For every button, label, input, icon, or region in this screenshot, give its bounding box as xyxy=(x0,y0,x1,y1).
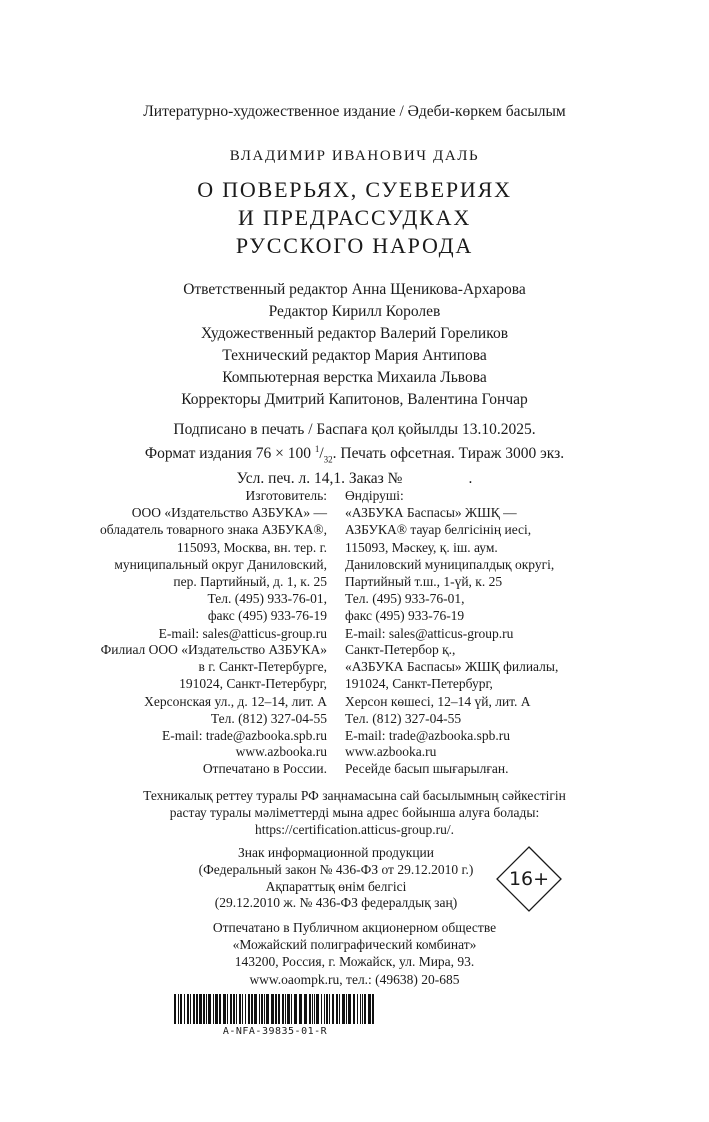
barcode-bar xyxy=(187,994,189,1024)
branch-ru-line: Филиал ООО «Издательство АЗБУКА» xyxy=(100,642,327,657)
certification-url[interactable]: https://certification.atticus-group.ru/. xyxy=(254,822,455,838)
print-order xyxy=(0,469,709,489)
barcode-bar xyxy=(332,994,334,1024)
barcode-bar xyxy=(174,994,176,1024)
book-title xyxy=(0,176,709,260)
info-sign-line: Ақпараттық өнім белгісі xyxy=(265,878,407,894)
branch-ru-line: в г. Санкт-Петербурге, xyxy=(198,659,327,675)
manufacturer-ru-line: Тел. (495) 933-76-01, xyxy=(207,591,327,607)
barcode-bar xyxy=(196,994,198,1024)
printer-contacts: www.oaompk.ru, тел.: (49638) 20-685 xyxy=(249,971,460,987)
barcode-bar xyxy=(362,994,363,1024)
barcode-bar xyxy=(199,994,202,1024)
branch-kz-line: E-mail: trade@azbooka.spb.ru xyxy=(345,728,510,744)
barcode-bar xyxy=(190,994,191,1024)
barcode-code: A-NFA-39835-01-R xyxy=(222,1026,328,1037)
branch-ru-line: E-mail: trade@azbooka.spb.ru xyxy=(162,728,327,744)
barcode-bar xyxy=(348,994,351,1024)
manufacturer-kz-line: факс (495) 933-76-19 xyxy=(345,608,465,624)
manufacturer-kz-line: Партийный т.ш., 1-үй, к. 25 xyxy=(345,574,503,590)
certification-line: Техникалық реттеу туралы РФ заңнамасына сай басылымның сәйкестігін xyxy=(143,788,566,803)
website-link[interactable]: www.azbooka.ru xyxy=(345,744,437,759)
barcode-bar xyxy=(236,994,237,1024)
printer-line: Отпечатано в Публичном акционерном обществе xyxy=(212,920,497,935)
barcode-bar xyxy=(312,994,313,1024)
manufacturer-kz-line: Даниловский муниципалдық округі, xyxy=(345,556,555,572)
branch-kz-line: Санкт-Петербор қ., xyxy=(345,642,456,657)
credit-line: Редактор Кирилл Королев xyxy=(268,303,441,320)
barcode-bar xyxy=(285,994,286,1024)
barcode-bar xyxy=(223,994,226,1024)
branch-kz xyxy=(345,641,558,744)
manufacturer-kz-line: АЗБУКА® тауар белгісінің иесі, xyxy=(345,522,532,538)
barcode-bar xyxy=(271,994,274,1024)
manufacturer-ru-line: обладатель товарного знака АЗБУКА®, xyxy=(99,522,327,538)
barcode-bar xyxy=(208,994,211,1024)
barcode-bar xyxy=(342,994,345,1024)
barcode-bar xyxy=(309,994,311,1024)
title-line: И ПРЕДРАССУДКАХ xyxy=(237,205,472,230)
edition-type: Литературно-художественное издание / Әдеби-көркем басылым xyxy=(143,103,566,120)
barcode-bar xyxy=(304,994,307,1024)
branch-ru xyxy=(101,641,327,744)
age-rating-badge xyxy=(496,846,562,912)
manufacturer-kz-line: E-mail: sales@atticus-group.ru xyxy=(345,625,514,641)
barcode-bar xyxy=(248,994,250,1024)
branch-ru-line: 191024, Санкт-Петербург, xyxy=(179,676,327,692)
printer-line: «Можайский полиграфический комбинат» xyxy=(232,937,477,953)
barcode-bar xyxy=(321,994,322,1024)
barcode-bar xyxy=(261,994,263,1024)
barcode-bar xyxy=(245,994,246,1024)
barcode-bar xyxy=(275,994,277,1024)
manufacturer-ru-line: факс (495) 933-76-19 xyxy=(207,608,327,624)
manufacturer-ru-line: пер. Партийный, д. 1, к. 25 xyxy=(173,574,327,590)
barcode-bar xyxy=(230,994,232,1024)
branch-kz-line: Тел. (812) 327-04-55 xyxy=(345,710,462,726)
barcode xyxy=(174,994,376,1024)
barcode-bar xyxy=(215,994,218,1024)
barcode-bar xyxy=(219,994,221,1024)
manufacturer-kz-line: Тел. (495) 933-76-01, xyxy=(345,591,465,607)
certification-line: растау туралы мәліметтерді мына адрес бойынша алуға болады: xyxy=(169,805,540,821)
barcode-bar xyxy=(329,994,330,1024)
barcode-bar xyxy=(287,994,290,1024)
barcode-bar xyxy=(324,994,325,1024)
footer-kz xyxy=(345,743,508,777)
info-sign-line: (Федеральный закон № 436-ФЗ от 29.12.2010 г.) xyxy=(198,861,474,877)
barcode-bar xyxy=(282,994,284,1024)
barcode-bar xyxy=(364,994,366,1024)
website-link[interactable]: www.azbooka.ru xyxy=(235,744,327,759)
barcode-bar xyxy=(326,994,328,1024)
barcode-bar xyxy=(193,994,195,1024)
certification-note xyxy=(0,787,709,839)
barcode-bar xyxy=(251,994,253,1024)
format-text-end: . Печать офсетная. Тираж 3000 экз. xyxy=(332,444,565,462)
printed-in-ru: Отпечатано в России. xyxy=(202,761,327,777)
barcode-bar xyxy=(336,994,338,1024)
barcode-bar xyxy=(233,994,235,1024)
credits xyxy=(0,279,709,411)
barcode-bar xyxy=(278,994,280,1024)
manufacturer-kz-line: 115093, Мәскеу, қ. іш. аум. xyxy=(345,539,498,555)
credit-line: Ответственный редактор Анна Щеникова-Архарова xyxy=(183,281,526,298)
barcode-bar xyxy=(360,994,361,1024)
info-sign-line: Знак информационной продукции xyxy=(237,845,435,860)
manufacturer-ru-line: 115093, Москва, вн. тер. г. xyxy=(176,539,327,555)
credit-line: Технический редактор Мария Антипова xyxy=(222,347,487,364)
credit-line: Корректоры Дмитрий Капитонов, Валентина Гончар xyxy=(181,391,528,408)
footer-ru xyxy=(203,743,327,777)
barcode-bar xyxy=(227,994,228,1024)
manufacturer-kz xyxy=(345,487,554,642)
fraction-numerator: 1 xyxy=(314,443,320,454)
manufacturer-kz-line: «АЗБУКА Баспасы» ЖШҚ — xyxy=(345,505,517,521)
branch-ru-line: Херсонская ул., д. 12–14, лит. А xyxy=(144,693,327,709)
title-line: РУССКОГО НАРОДА xyxy=(235,233,474,258)
barcode-bar xyxy=(346,994,347,1024)
credit-line: Художественный редактор Валерий Гореликов xyxy=(200,325,509,342)
printer-line: 143200, Россия, г. Можайск, ул. Мира, 93. xyxy=(234,954,475,970)
order-text: Усл. печ. л. 14,1. Заказ № xyxy=(236,470,403,488)
manufacturer-ru-line: муниципальный округ Даниловский, xyxy=(114,556,327,572)
barcode-bar xyxy=(291,994,292,1024)
print-info xyxy=(0,420,709,489)
barcode-bar xyxy=(180,994,182,1024)
author-name: ВЛАДИМИР ИВАНОВИЧ ДАЛЬ xyxy=(229,148,480,164)
manufacturer-ru-line: ООО «Издательство АЗБУКА» — xyxy=(131,505,327,521)
barcode-bar xyxy=(184,994,185,1024)
branch-kz-line: «АЗБУКА Баспасы» ЖШҚ филиалы, xyxy=(345,659,559,675)
barcode-bar xyxy=(206,994,207,1024)
info-product-sign xyxy=(176,845,496,912)
barcode-bar xyxy=(316,994,319,1024)
credit-line: Компьютерная верстка Михаила Львова xyxy=(222,369,487,386)
branch-kz-line: Херсон көшесі, 12–14 үй, лит. А xyxy=(345,693,531,709)
printer-info xyxy=(0,919,709,988)
barcode-bar xyxy=(266,994,269,1024)
age-rating-text: 16+ xyxy=(508,868,550,890)
order-end: . xyxy=(468,470,473,488)
manufacturer-kz-line: Өндіруші: xyxy=(345,488,404,503)
barcode-bar xyxy=(213,994,214,1024)
barcode-bar xyxy=(299,994,302,1024)
info-sign-line: (29.12.2010 ж. № 436-ФЗ федералдық заң) xyxy=(214,895,458,911)
barcode-bar xyxy=(353,994,355,1024)
barcode-bar xyxy=(368,994,371,1024)
barcode-bar xyxy=(259,994,260,1024)
barcode-bar xyxy=(242,994,243,1024)
barcode-bar xyxy=(372,994,374,1024)
format-text: Формат издания 76 × 100 xyxy=(144,444,315,462)
barcode-bar xyxy=(357,994,358,1024)
barcode-bar xyxy=(314,994,315,1024)
print-format: Формат издания 76 × 100 $^1/_{32}$. Печать офсетная. Тираж 3000 экз. xyxy=(144,443,565,464)
branch-kz-line: 191024, Санкт-Петербург, xyxy=(345,676,493,692)
fraction-denominator: 32 xyxy=(323,453,333,464)
barcode-bar xyxy=(178,994,179,1024)
barcode-bar xyxy=(264,994,265,1024)
barcode-bar xyxy=(294,994,297,1024)
manufacturer-ru xyxy=(100,487,327,642)
barcode-bar xyxy=(239,994,241,1024)
print-date: Подписано в печать / Баспаға қол қойылды 13.10.2025. xyxy=(173,421,536,438)
manufacturer-ru-line: E-mail: sales@atticus-group.ru xyxy=(158,625,327,641)
barcode-bar xyxy=(203,994,205,1024)
printed-in-kz: Ресейде басып шығарылған. xyxy=(345,761,509,777)
manufacturer-ru-line: Изготовитель: xyxy=(245,488,327,503)
barcode-bar xyxy=(339,994,340,1024)
title-line: О ПОВЕРЬЯХ, СУЕВЕРИЯХ xyxy=(197,177,512,202)
barcode-bar xyxy=(254,994,257,1024)
branch-ru-line: Тел. (812) 327-04-55 xyxy=(210,710,327,726)
